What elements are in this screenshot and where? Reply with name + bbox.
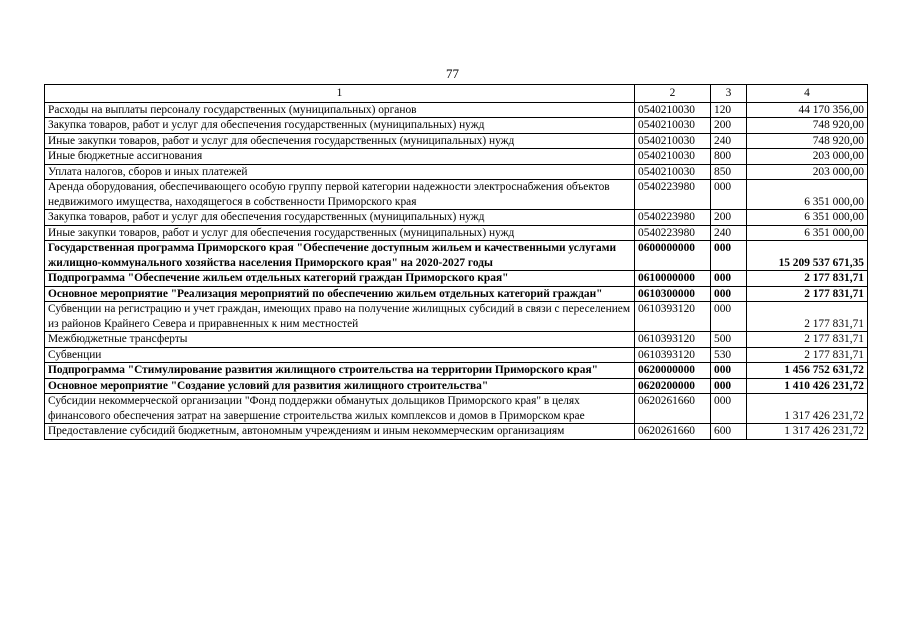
row-type: 000 <box>711 363 747 379</box>
row-amount: 2 177 831,71 <box>747 271 868 287</box>
row-code: 0540210030 <box>635 118 711 134</box>
row-code: 0540223980 <box>635 210 711 226</box>
row-amount: 1 317 426 231,72 <box>747 394 868 424</box>
row-name: Основное мероприятие "Реализация мероприятий по обеспечению жильем отдельных категорий граждан" <box>45 286 635 302</box>
row-amount: 748 920,00 <box>747 133 868 149</box>
header-col-4: 4 <box>747 85 868 103</box>
row-code: 0540223980 <box>635 225 711 241</box>
row-name: Подпрограмма "Стимулирование развития жилищного строительства на территории Приморского края" <box>45 363 635 379</box>
table-row <box>45 210 868 226</box>
budget-table <box>44 84 868 440</box>
table-row <box>45 286 868 302</box>
row-type: 530 <box>711 347 747 363</box>
row-name: Межбюджетные трансферты <box>45 332 635 348</box>
row-code: 0610000000 <box>635 271 711 287</box>
row-code: 0610300000 <box>635 286 711 302</box>
row-type: 000 <box>711 378 747 394</box>
row-name: Иные бюджетные ассигнования <box>45 149 635 165</box>
row-type: 000 <box>711 302 747 332</box>
row-type: 000 <box>711 286 747 302</box>
row-type: 000 <box>711 180 747 210</box>
header-col-2: 2 <box>635 85 711 103</box>
row-amount: 44 170 356,00 <box>747 102 868 118</box>
page-number: 77 <box>446 66 459 81</box>
row-type: 200 <box>711 210 747 226</box>
row-name: Расходы на выплаты персоналу государственных (муниципальных) органов <box>45 102 635 118</box>
row-amount: 6 351 000,00 <box>747 210 868 226</box>
table-row <box>45 271 868 287</box>
budget-table-body <box>45 85 868 440</box>
table-row <box>45 149 868 165</box>
row-code: 0610393120 <box>635 332 711 348</box>
row-name: Субсидии некоммерческой организации "Фонд поддержки обманутых дольщиков Приморского края" в целях финансового обеспечения затрат на завершение строительства жилых комплексов и домов в Приморском крае <box>45 394 635 424</box>
row-name: Иные закупки товаров, работ и услуг для обеспечения государственных (муниципальных) нужд <box>45 133 635 149</box>
row-code: 0620200000 <box>635 378 711 394</box>
row-amount: 6 351 000,00 <box>747 180 868 210</box>
row-name: Предоставление субсидий бюджетным, автономным учреждениям и иным некоммерческим организациям <box>45 424 635 440</box>
row-code: 0610393120 <box>635 302 711 332</box>
row-code: 0540210030 <box>635 133 711 149</box>
table-row <box>45 180 868 210</box>
header-row <box>45 85 868 103</box>
table-row <box>45 164 868 180</box>
table-row <box>45 424 868 440</box>
row-type: 240 <box>711 133 747 149</box>
row-name: Закупка товаров, работ и услуг для обеспечения государственных (муниципальных) нужд <box>45 210 635 226</box>
table-row <box>45 102 868 118</box>
row-name: Государственная программа Приморского края "Обеспечение доступным жильем и качественными услугами жилищно-коммунального хозяйства населения Приморского края" на 2020-2027 годы <box>45 241 635 271</box>
table-row <box>45 363 868 379</box>
row-code: 0620261660 <box>635 424 711 440</box>
table-row <box>45 225 868 241</box>
row-type: 800 <box>711 149 747 165</box>
row-amount: 203 000,00 <box>747 164 868 180</box>
row-amount: 1 456 752 631,72 <box>747 363 868 379</box>
row-type: 500 <box>711 332 747 348</box>
row-type: 600 <box>711 424 747 440</box>
row-amount: 748 920,00 <box>747 118 868 134</box>
row-code: 0620000000 <box>635 363 711 379</box>
row-amount: 203 000,00 <box>747 149 868 165</box>
row-name: Аренда оборудования, обеспечивающего особую группу первой категории надежности электроснабжения объектов недвижимого имущества, находящегося в собственности Приморского края <box>45 180 635 210</box>
row-code: 0540210030 <box>635 164 711 180</box>
row-type: 120 <box>711 102 747 118</box>
row-name: Субвенции на регистрацию и учет граждан, имеющих право на получение жилищных субсидий в связи с переселением из районов Крайнего Севера и приравненных к ним местностей <box>45 302 635 332</box>
table-row <box>45 347 868 363</box>
row-code: 0600000000 <box>635 241 711 271</box>
header-col-1: 1 <box>45 85 635 103</box>
table-row <box>45 378 868 394</box>
row-amount: 1 317 426 231,72 <box>747 424 868 440</box>
row-type: 000 <box>711 394 747 424</box>
row-type: 850 <box>711 164 747 180</box>
table-row <box>45 394 868 424</box>
row-name: Подпрограмма "Обеспечение жильем отдельных категорий граждан Приморского края" <box>45 271 635 287</box>
table-row <box>45 118 868 134</box>
row-amount: 2 177 831,71 <box>747 302 868 332</box>
row-code: 0610393120 <box>635 347 711 363</box>
row-amount: 6 351 000,00 <box>747 225 868 241</box>
table-row <box>45 133 868 149</box>
table-row <box>45 241 868 271</box>
row-code: 0540210030 <box>635 149 711 165</box>
row-code: 0540223980 <box>635 180 711 210</box>
row-amount: 1 410 426 231,72 <box>747 378 868 394</box>
row-name: Закупка товаров, работ и услуг для обеспечения государственных (муниципальных) нужд <box>45 118 635 134</box>
row-name: Субвенции <box>45 347 635 363</box>
row-amount: 15 209 537 671,35 <box>747 241 868 271</box>
row-type: 000 <box>711 241 747 271</box>
row-type: 240 <box>711 225 747 241</box>
row-amount: 2 177 831,71 <box>747 347 868 363</box>
table-row <box>45 302 868 332</box>
row-name: Основное мероприятие "Создание условий для развития жилищного строительства" <box>45 378 635 394</box>
row-type: 000 <box>711 271 747 287</box>
row-amount: 2 177 831,71 <box>747 286 868 302</box>
row-code: 0540210030 <box>635 102 711 118</box>
row-name: Уплата налогов, сборов и иных платежей <box>45 164 635 180</box>
header-col-3: 3 <box>711 85 747 103</box>
row-code: 0620261660 <box>635 394 711 424</box>
row-name: Иные закупки товаров, работ и услуг для обеспечения государственных (муниципальных) нужд <box>45 225 635 241</box>
row-amount: 2 177 831,71 <box>747 332 868 348</box>
row-type: 200 <box>711 118 747 134</box>
table-row <box>45 332 868 348</box>
